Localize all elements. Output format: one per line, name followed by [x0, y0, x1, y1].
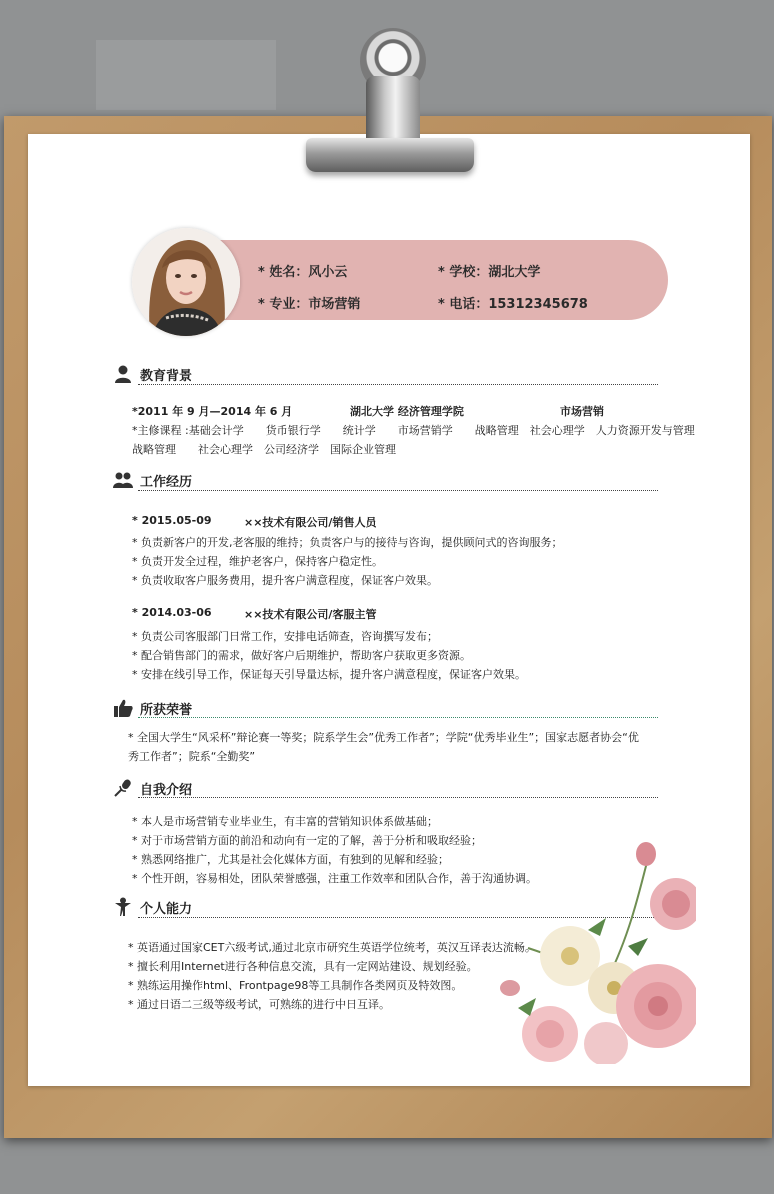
microphone-icon	[112, 778, 134, 798]
phone-field: * 电话：15312345678	[438, 297, 588, 312]
education-major: 市场营销	[560, 405, 604, 418]
job-1-item-3: * 负责收取客户服务费用，提升客户满意程度，保证客户效果。	[132, 574, 438, 587]
skills-item-3: * 熟练运用操作html、Frontpage98等工具制作各类网页及特效图。	[128, 979, 463, 992]
job-1-date: * 2015.05-09	[132, 514, 212, 527]
job-1-item-2: * 负责开发全过程，维护老客户，保持客户稳定性。	[132, 555, 383, 568]
header-band	[182, 240, 668, 320]
job-2-company: ××技术有限公司/客服主管	[244, 608, 377, 621]
education-period: *2011 年 9 月—2014 年 6 月	[132, 405, 293, 418]
education-title: 教育背景	[140, 368, 193, 384]
honors-line-1: * 全国大学生“风采杯”辩论赛一等奖；院系学生会”优秀工作者”；学院“优秀毕业生”；国家志愿者协会“优	[128, 731, 639, 744]
avatar	[132, 228, 240, 336]
education-school: 湖北大学 经济管理学院	[350, 405, 464, 418]
job-2-item-3: * 安排在线引导工作，保证每天引导量达标，提升客户满意程度，保证客户效果。	[132, 668, 526, 681]
skills-item-1: * 英语通过国家CET六级考试,通过北京市研究生英语学位统考，英汉互译表达流畅。	[128, 941, 536, 954]
major-field: * 专业：市场营销	[258, 297, 361, 312]
work-title: 工作经历	[140, 474, 193, 490]
portrait-image	[132, 228, 240, 336]
job-2-item-2: * 配合销售部门的需求，做好客户后期维护，帮助客户获取更多资源。	[132, 649, 471, 662]
honors-heading	[112, 697, 192, 719]
courses-line-2: 战略管理 社会心理学 公司经济学 国际企业管理	[132, 443, 396, 456]
school-field: * 学校：湖北大学	[438, 265, 541, 280]
intro-item-3: * 熟悉网络推广，尤其是社会化媒体方面，有独到的见解和经验；	[132, 853, 449, 866]
intro-item-1: * 本人是市场营销专业毕业生，有丰富的营销知识体系做基础；	[132, 815, 438, 828]
thumbs-up-icon	[112, 698, 134, 718]
intro-item-4: * 个性开朗，容易相处，团队荣誉感强，注重工作效率和团队合作，善于沟通协调。	[132, 872, 537, 885]
figure-icon	[112, 897, 134, 917]
honors-line-2: 秀工作者”；院系“全勤奖”	[128, 750, 256, 763]
honors-divider	[138, 717, 658, 718]
job-1-item-1: * 负责新客户的开发,老客服的维持；负责客户与的接待与咨询，提供顾问式的咨询服务；	[132, 536, 563, 549]
intro-title: 自我介绍	[140, 782, 193, 798]
clip-base	[306, 138, 474, 172]
honors-title: 所获荣誉	[140, 702, 193, 718]
intro-item-2: * 对于市场营销方面的前沿和动向有一定的了解，善于分析和吸取经验；	[132, 834, 482, 847]
education-divider	[138, 384, 658, 385]
group-icon	[112, 470, 134, 490]
work-divider	[138, 490, 658, 491]
courses-line-1: *主修课程 :基础会计学 货币银行学 统计学 市场营销学 战略管理 社会心理学 人力资源开发与管理	[132, 424, 695, 437]
clip-arm	[366, 76, 420, 146]
skills-title: 个人能力	[140, 901, 193, 917]
name-field: * 姓名：风小云	[258, 265, 348, 280]
work-heading	[112, 469, 192, 491]
skills-item-4: * 通过日语二三级等级考试，可熟练的进行中日互译。	[128, 998, 390, 1011]
job-1-company: ××技术有限公司/销售人员	[244, 516, 377, 529]
intro-heading	[112, 777, 192, 799]
intro-divider	[138, 797, 658, 798]
job-2-date: * 2014.03-06	[132, 606, 212, 619]
floral-decoration	[488, 838, 696, 1064]
person-icon	[112, 364, 134, 384]
education-heading	[112, 363, 192, 385]
wall-background-patch	[96, 40, 276, 110]
job-2-item-1: * 负责公司客服部门日常工作，安排电话筛查，咨询撰写发布；	[132, 630, 438, 643]
skills-heading	[112, 896, 192, 918]
skills-item-2: * 擅长利用Internet进行各种信息交流，具有一定网站建设、规划经验。	[128, 960, 478, 973]
